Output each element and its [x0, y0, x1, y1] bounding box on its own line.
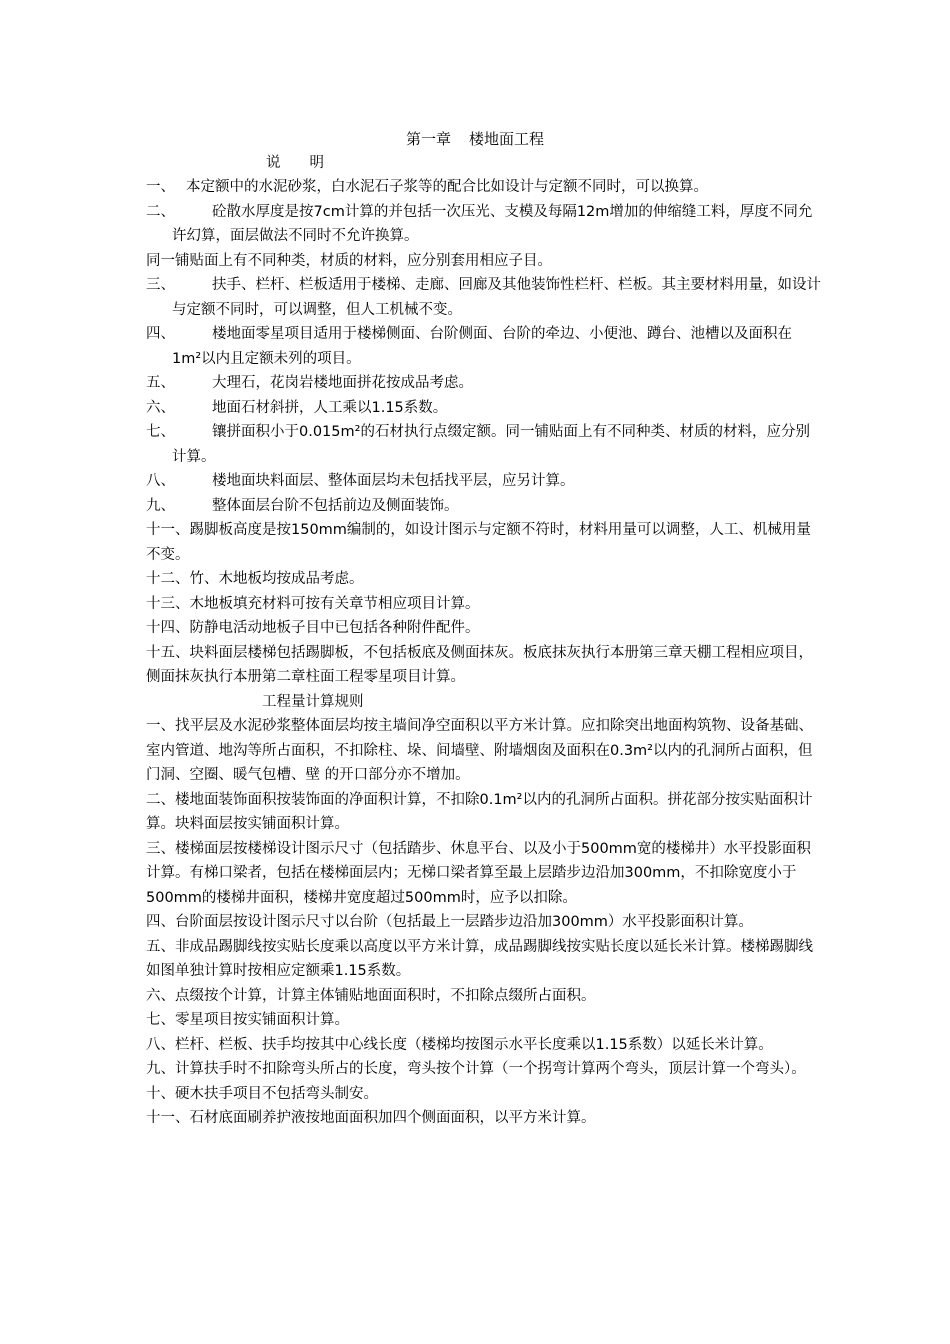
rule-item: 八、栏杆、栏板、扶手均按其中心线长度（楼梯均按图示水平长度乘以1.15系数）以延长米计算。	[146, 1036, 773, 1053]
item-text: 楼地面块料面层、整体面层均未包括找平层，应另计算。	[212, 473, 575, 489]
item-number: 五、	[146, 375, 175, 391]
item-number: 一、	[146, 179, 175, 195]
item-text: 扶手、栏杆、栏板适用于楼梯、走廊、回廊及其他装饰性栏杆、栏板。其主要材料用量，如设计与定额不同时，可以调整，但人工机械不变。	[172, 277, 821, 318]
chapter-name: 楼地面工程	[469, 130, 545, 148]
explanation-item: 十五、块料面层楼梯包括踢脚板，不包括板底及侧面抹灰。板底抹灰执行本册第三章天棚工程相应项目，侧面抹灰执行本册第二章柱面工程零星项目计算。	[146, 644, 813, 685]
item-text: 镶拼面积小于0.015m²的石材执行点缀定额。同一铺贴面上有不同种类、材质的材料，应分别计算。	[172, 424, 810, 465]
section-title-explanation: 说 明	[266, 155, 324, 171]
item-number: 八、	[146, 473, 175, 489]
item-number: 七、	[146, 424, 175, 440]
explanation-item: 十二、竹、木地板均按成品考虑。	[146, 571, 364, 587]
item-number: 三、	[146, 277, 175, 293]
explanation-item	[146, 200, 821, 249]
explanation-item	[146, 371, 821, 396]
explanation-note: 同一铺贴面上有不同种类，材质的材料，应分别套用相应子目。	[146, 252, 552, 269]
item-text: 砼散水厚度是按7cm计算的并包括一次压光、支模及每隔12m增加的伸缩缝工料，厚度不同允许幻算，面层做法不同时不允许换算。	[172, 203, 813, 244]
rule-item: 十、硬木扶手项目不包括弯头制安。	[146, 1085, 378, 1102]
chapter-number: 第一章	[405, 130, 451, 148]
item-text: 整体面层台阶不包括前边及侧面装饰。	[212, 497, 459, 514]
rule-item: 五、非成品踢脚线按实贴长度乘以高度以平方米计算，成品踢脚线按实贴长度以延长米计算。楼梯踢脚线如图单独计算时按相应定额乘1.15系数。	[146, 938, 813, 979]
item-text: 地面石材斜拼，人工乘以1.15系数。	[212, 399, 448, 416]
rule-item: 六、点缀按个计算，计算主体铺贴地面面积时，不扣除点缀所占面积。	[146, 987, 596, 1004]
rule-item: 一、找平层及水泥砂浆整体面层均按主墙间净空面积以平方米计算。应扣除突出地面构筑物、设备基础、室内管道、地沟等所占面积，不扣除柱、垛、间墙壁、附墙烟囱及面积在0.3m²以内的孔洞所占面积，但门洞、空圈、暖气包槽、壁 的开口部分亦不增加。	[146, 718, 813, 783]
item-number: 四、	[146, 326, 175, 342]
item-number: 六、	[146, 399, 175, 416]
section-title-rules: 工程量计算规则	[262, 693, 364, 710]
explanation-item	[146, 420, 821, 469]
rule-item: 九、计算扶手时不扣除弯头所占的长度，弯头按个计算（一个拐弯计算两个弯头，顶层计算一个弯头）。	[146, 1061, 806, 1077]
explanation-list	[146, 175, 821, 1131]
explanation-item	[146, 322, 821, 371]
explanation-item	[146, 175, 821, 200]
explanation-item	[146, 273, 821, 322]
rule-item: 七、零星项目按实铺面积计算。	[146, 1012, 349, 1028]
rule-item: 二、楼地面装饰面积按装饰面的净面积计算，不扣除0.1m²以内的孔洞所占面积。拼花部分按实贴面积计算。块料面层按实铺面积计算。	[146, 791, 813, 832]
explanation-item	[146, 396, 821, 421]
item-text: 楼地面零星项目适用于楼梯侧面、台阶侧面、台阶的牵边、小便池、蹲台、池槽以及面积在1m²以内且定额未列的项目。	[172, 326, 792, 367]
chapter-title	[0, 127, 950, 152]
rule-item: 四、台阶面层按设计图示尺寸以台阶（包括最上一层踏步边沿加300mm）水平投影面积计算。	[146, 914, 753, 930]
item-number: 九、	[146, 497, 175, 514]
item-number: 二、	[146, 203, 175, 220]
explanation-item	[146, 494, 821, 519]
explanation-item: 十三、木地板填充材料可按有关章节相应项目计算。	[146, 595, 480, 612]
item-text: 本定额中的水泥砂浆，白水泥石子浆等的配合比如设计与定额不同时，可以换算。	[186, 179, 708, 195]
explanation-item	[146, 469, 821, 494]
item-text: 大理石，花岗岩楼地面拼花按成品考虑。	[212, 375, 473, 391]
explanation-item: 十一、踢脚板高度是按150mm编制的，如设计图示与定额不符时，材料用量可以调整，人工、机械用量不变。	[146, 522, 811, 563]
rule-item: 十一、石材底面刷养护液按地面面积加四个侧面面积，以平方米计算。	[146, 1110, 596, 1126]
rule-item: 三、楼梯面层按楼梯设计图示尺寸（包括踏步、休息平台、以及小于500mm宽的楼梯井）水平投影面积计算。有梯口梁者，包括在楼梯面层内；无梯口梁者算至最上层踏步边沿加300mm，不扣除宽度小于500mm的楼梯井面积，楼梯井宽度超过500mm时，应予以扣除。	[146, 840, 811, 906]
explanation-item: 十四、防静电活动地板子目中已包括各种附件配件。	[146, 620, 480, 636]
